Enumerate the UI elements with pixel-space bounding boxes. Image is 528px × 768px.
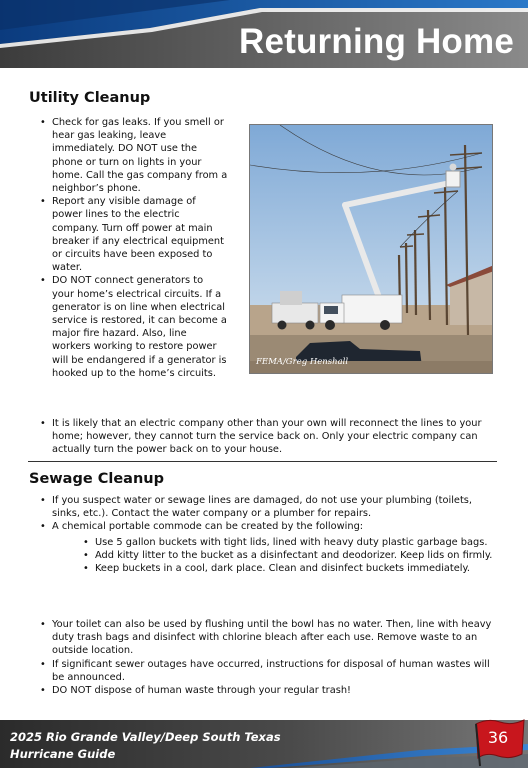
footer-guide-subtitle: Hurricane Guide [10, 747, 116, 761]
page-title: Returning Home [238, 22, 514, 61]
utility-bullet-gas-leaks: • Check for gas leaks. If you smell or hear gas leaking, leave immediately. DO NOT use the phone or turn on lights in your home. Call the gas company from a neighbor’s phone. [40, 116, 228, 195]
page-number: 36 [487, 728, 509, 747]
utility-cleanup-heading: Utility Cleanup [29, 90, 151, 106]
sewage-bullet-list-continued [40, 618, 492, 697]
sewage-bullet-list [40, 494, 496, 534]
commode-sub-bullet-storage: • Keep buckets in a cool, dark place. Clean and disinfect buckets immediately. [83, 562, 493, 575]
commode-sub-bullet-buckets: • Use 5 gallon buckets with tight lids, lined with heavy duty plastic garbage bags. [83, 536, 493, 549]
footer-guide-title: 2025 Rio Grande Valley/Deep South Texas [10, 730, 281, 744]
sewage-bullet-commode-text: A chemical portable commode can be created by the following: [52, 521, 364, 533]
sewage-bullet-trash: • DO NOT dispose of human waste through your regular trash! [40, 684, 492, 697]
sewage-bullet-commode [40, 520, 496, 533]
sewage-bullet-outages: • If significant sewer outages have occurred, instructions for disposal of human wastes will be announced. [40, 658, 492, 684]
sewage-bullet-toilet: • Your toilet can also be used by flushing until the bowl has no water. Then, line with heavy duty trash bags and disinfect with chlorine bleach after each use. Remove waste to an outside location. [40, 618, 492, 658]
utility-bullet-reconnect: • It is likely that an electric company other than your own will reconnect the lines to your home; however, they cannot turn the service back on. Only your electric company can actually turn the power back on to your house. [40, 417, 496, 457]
page-footer [0, 720, 528, 768]
utility-crew-photo [249, 124, 493, 374]
commode-sub-bullet-list [83, 536, 493, 576]
photo-credit: FEMA/Greg Henshall [256, 357, 349, 367]
utility-bullet-generators: • DO NOT connect generators to your home’s electrical circuits. If a generator is on line when electrical service is restored, it can become a major fire hazard. Also, line workers working to restore power will be endangered if a generator is hooked up to the home’s circuits. [40, 274, 228, 380]
utility-bullet-power-lines: • Report any visible damage of power lines to the electric company. Turn off power at main breaker if any electrical equipment or circuits have been exposed to water. [40, 195, 228, 274]
commode-sub-bullet-kitty-litter: • Add kitty litter to the bucket as a disinfectant and deodorizer. Keep lids on firmly. [83, 549, 493, 562]
page-header [0, 0, 528, 68]
utility-bullet-list [40, 116, 228, 380]
sewage-bullet-plumbing: • If you suspect water or sewage lines are damaged, do not use your plumbing (toilets, sinks, etc.). Contact the water company or a plumber for repairs. [40, 494, 496, 520]
section-divider [28, 461, 497, 462]
sewage-cleanup-heading: Sewage Cleanup [29, 471, 164, 487]
utility-bullet-list-wide [40, 417, 496, 457]
